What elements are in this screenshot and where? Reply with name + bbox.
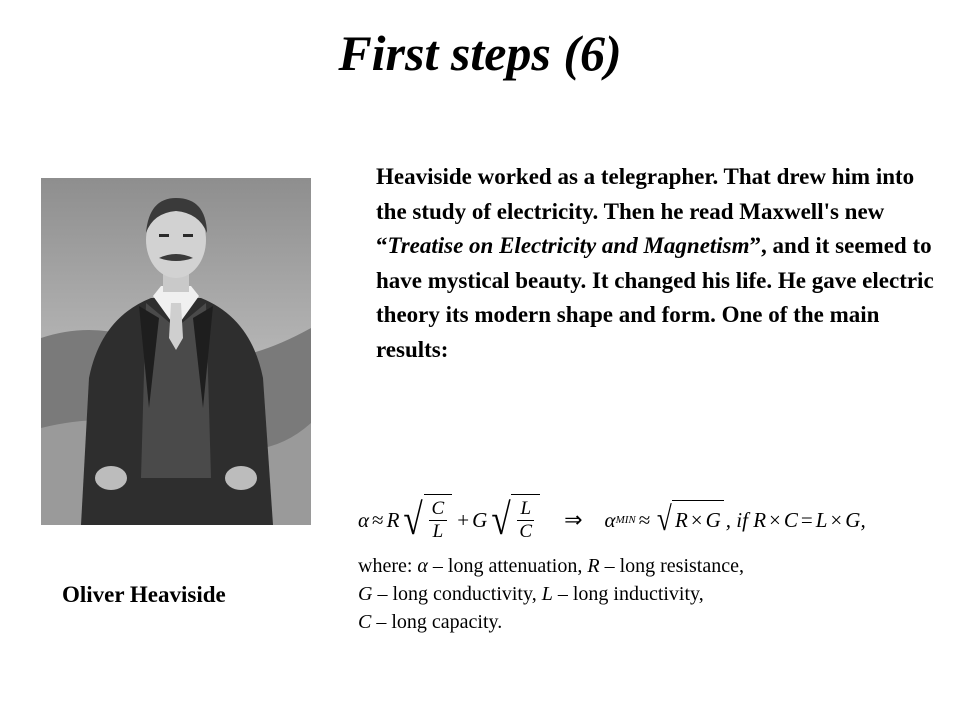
implies-arrow: ⇒ bbox=[564, 507, 583, 532]
conductivity-definition: – long conductivity, bbox=[372, 583, 542, 605]
attenuation-formula bbox=[358, 488, 948, 636]
resistance-symbol: R bbox=[386, 507, 400, 532]
resistance-symbol: R bbox=[753, 507, 767, 532]
approx-sign: ≈ bbox=[372, 507, 384, 532]
conductivity-symbol: G bbox=[705, 508, 721, 532]
times-sign: × bbox=[769, 507, 781, 532]
portrait-caption: Oliver Heaviside bbox=[62, 582, 226, 607]
where-line-2 bbox=[358, 580, 948, 608]
inductivity-symbol: L bbox=[541, 583, 553, 605]
where-line-1 bbox=[358, 552, 948, 580]
fraction-c-over-l bbox=[429, 498, 448, 543]
resistance-symbol: R bbox=[587, 555, 600, 577]
resistance-definition: – long resistance, bbox=[599, 555, 744, 577]
min-subscript: MIN bbox=[615, 514, 636, 526]
capacity-symbol: C bbox=[358, 611, 372, 633]
alpha-symbol: α bbox=[604, 507, 616, 532]
if-condition: , if bbox=[725, 507, 754, 532]
where-line-3 bbox=[358, 608, 948, 636]
conductivity-symbol: G bbox=[358, 583, 373, 605]
body-text bbox=[376, 160, 936, 367]
sqrt-l-over-c: √ $\frac{L}{C}$ bbox=[489, 494, 540, 546]
resistance-symbol: R bbox=[674, 508, 688, 532]
body-text-start: Heaviside worked as a telegrapher. That drew him into the study of electricity. Then he read Maxwell's new “ bbox=[376, 164, 915, 258]
times-sign: × bbox=[690, 508, 703, 532]
sqrt-c-over-l: √ $\frac{C}{L}$ bbox=[401, 494, 452, 546]
alpha-symbol: α bbox=[417, 555, 428, 577]
approx-sign: ≈ bbox=[638, 507, 651, 532]
plus-sign: + bbox=[457, 507, 470, 532]
capacity-symbol: C bbox=[429, 498, 448, 521]
capacity-symbol: C bbox=[783, 507, 798, 532]
body-text-end: ”, and it seemed to have mystical beauty. It changed his life. He gave electric theory its modern shape and form. One of the main results: bbox=[376, 233, 934, 362]
sqrt-r-times-g: √ R × G bbox=[655, 500, 724, 540]
attenuation-definition: – long attenuation, bbox=[427, 555, 588, 577]
inductivity-symbol: L bbox=[432, 521, 444, 542]
conductivity-symbol: G bbox=[472, 507, 488, 532]
capacity-symbol: C bbox=[519, 521, 533, 542]
formula-equation bbox=[358, 488, 948, 552]
capacity-definition: – long capacity. bbox=[371, 611, 503, 633]
treatise-title: Treatise on Electricity and Magnetism bbox=[387, 233, 750, 258]
inductivity-symbol: L bbox=[517, 498, 534, 521]
slide-title: First steps (6) bbox=[338, 25, 622, 81]
alpha-min bbox=[605, 508, 636, 533]
where-prefix: where: bbox=[358, 555, 418, 577]
alpha-symbol: α bbox=[358, 507, 370, 532]
inductivity-symbol: L bbox=[815, 507, 828, 532]
equals-sign: = bbox=[800, 507, 813, 532]
portrait-photo bbox=[41, 178, 311, 525]
conductivity-symbol: G bbox=[845, 507, 861, 532]
formula-comma: , bbox=[860, 507, 866, 532]
inductivity-definition: – long inductivity, bbox=[552, 583, 704, 605]
times-sign: × bbox=[830, 507, 843, 532]
fraction-l-over-c bbox=[516, 498, 535, 543]
